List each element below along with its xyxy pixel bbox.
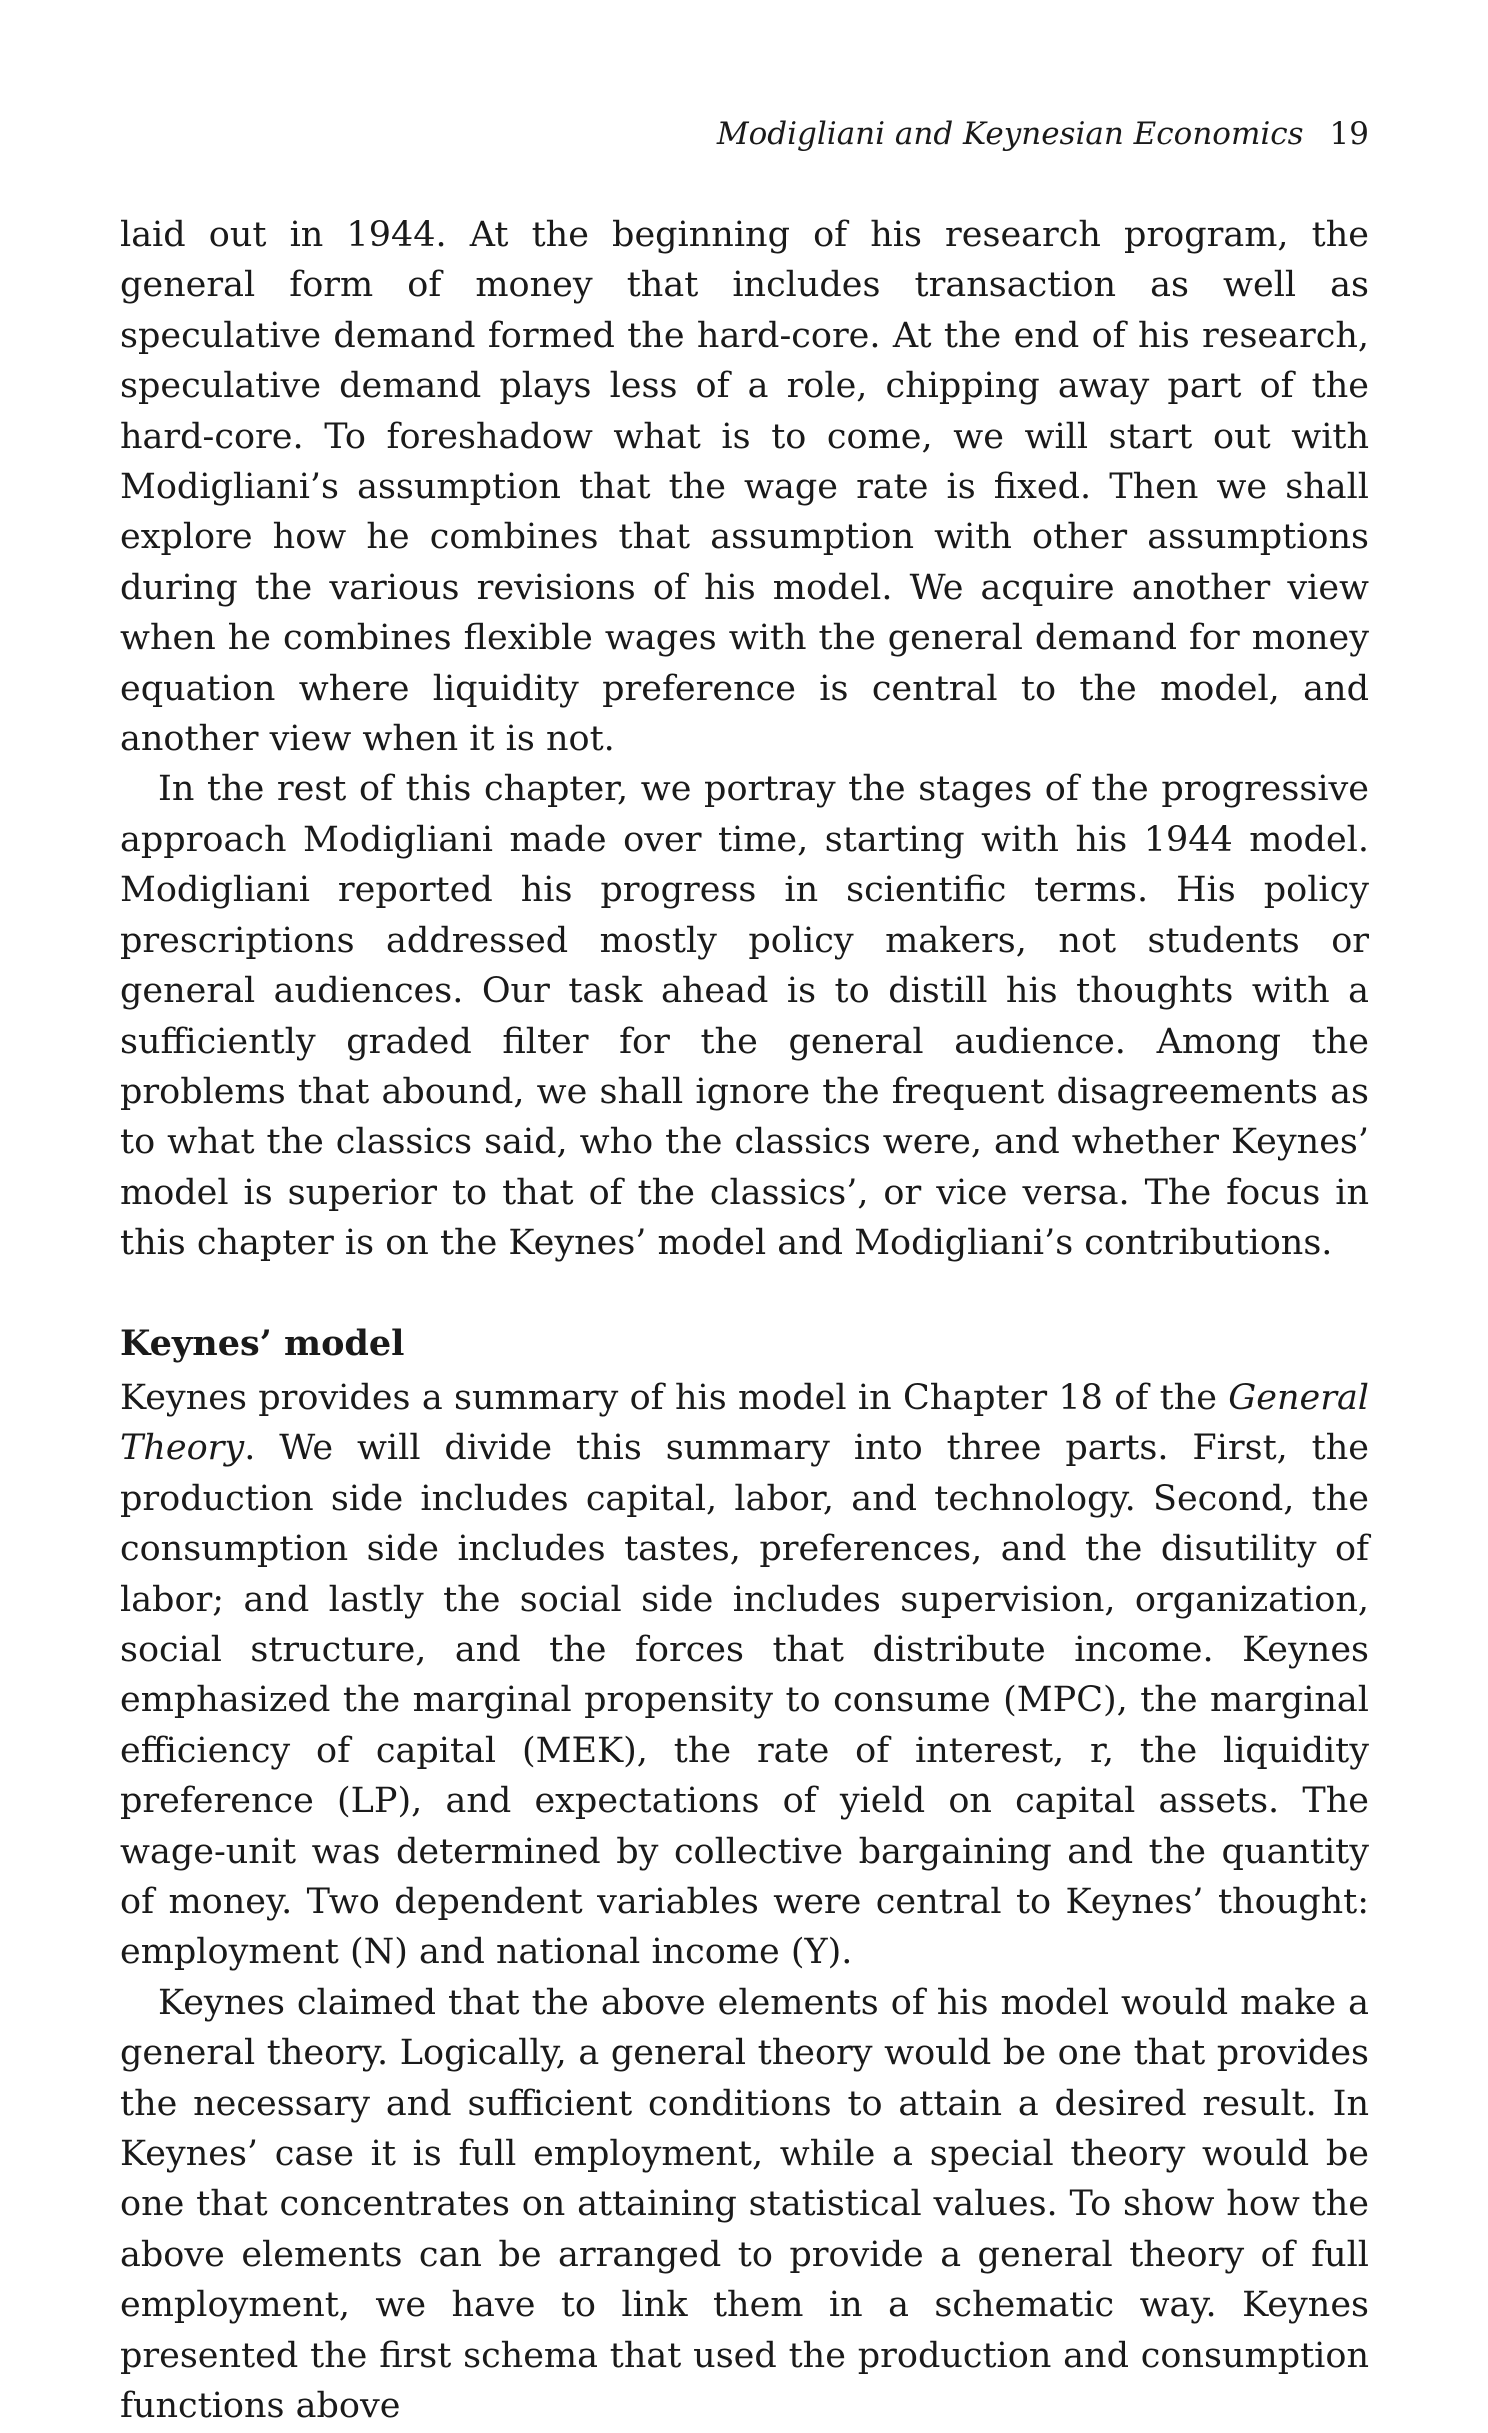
- paragraph-3-text-b: . We will divide this summary into three parts. First, the production side includes capital, labor, and technology. Second, the consumption side includes tastes, preferences, and the disutility of labor; and lastly the social side includes supervision, organization, social structure, and the forces that distribute income. Keynes emphasized the marginal propensity to consume (MPC), the marginal efficiency of capital (MEK), the rate of interest, r, the liquidity preference (LP), and expectations of yield on capital assets. The wage-unit was determined by collective bargaining and the quantity of money. Two dependent variables were central to Keynes’ thought: employment (N) and national income (Y).: [120, 1428, 1369, 1973]
- body-text: [120, 210, 1369, 2431]
- book-title-italic: General Theory: [120, 1377, 1369, 1469]
- paragraph-3: [120, 1373, 1369, 1978]
- page-number: 19: [1329, 116, 1369, 152]
- running-head: [717, 114, 1369, 154]
- paragraph-2: In the rest of this chapter, we portray the stages of the progressive approach Modigliani made over time, starting with his 1944 model. Modigliani reported his progress in scientific terms. His policy prescriptions addressed mostly policy makers, not students or general audiences. Our task ahead is to distill his thoughts with a sufficiently graded filter for the general audience. Among the problems that abound, we shall ignore the frequent disagreements as to what the classics said, who the classics were, and whether Keynes’ model is superior to that of the classics’, or vice versa. The focus in this chapter is on the Keynes’ model and Modigliani’s contributions.: [120, 769, 1369, 1264]
- paragraph-1: laid out in 1944. At the beginning of his research program, the general form of money that includes transaction as well as speculative demand formed the hard-core. At the end of his research, speculative demand plays less of a role, chipping away part of the hard-core. To foreshadow what is to come, we will start out with Modigliani’s assumption that the wage rate is fixed. Then we shall explore how he combines that assumption with other assumptions during the various revisions of his model. We acquire another view when he combines flexible wages with the general demand for money equation where liquidity preference is central to the model, and another view when it is not.: [120, 215, 1369, 760]
- paragraph-4: Keynes claimed that the above elements of his model would make a general theory. Logically, a general theory would be one that provides the necessary and sufficient conditions to attain a desired result. In Keynes’ case it is full employment, while a special theory would be one that concentrates on attaining statistical values. To show how the above elements can be arranged to provide a general theory of full employment, we have to link them in a schematic way. Keynes presented the first schema that used the production and consumption functions above: [120, 1982, 1369, 2427]
- paragraph-3-text-a: Keynes provides a summary of his model in Chapter 18 of the: [120, 1377, 1229, 1418]
- running-head-title: Modigliani and Keynesian Economics: [716, 116, 1304, 152]
- section-heading: Keynes’ model: [120, 1322, 405, 1364]
